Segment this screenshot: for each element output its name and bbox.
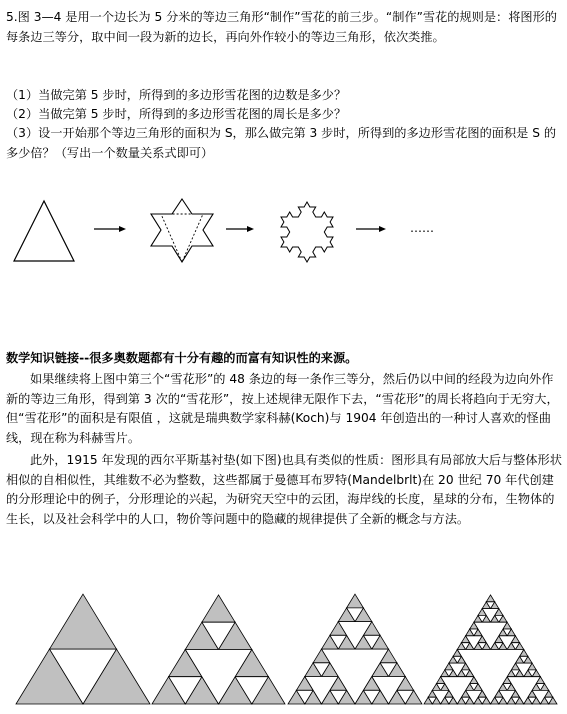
knowledge-paragraph-1: 如果继续将上图中第三个“雪花形”的 48 条边的每一条作三等分，然后仍以中间的经段为边向外作新的等边三角形，得到第 3 次的“雪花形”，按上述规律无限作下去，“雪花形”的周长将趋向于无穷大，但“雪花形”的面积是有限值 ，这就是瑞典数学家科赫(Koch)与 1904 年创造出的一种讨人喜欢的怪曲线，现在称为科赫雪片。 — [6, 372, 559, 445]
question-1: （1）当做完第 5 步时，所得到的多边形雪花图的边数是多少？ — [6, 88, 347, 102]
knowledge-heading: 数学知识链接--很多奥数题都有十分有趣的而富有知识性的来源。 — [6, 351, 358, 365]
continuation-ellipsis: …… — [410, 221, 434, 235]
question-3: （3）设一开始那个等边三角形的面积为 S，那么做完第 3 步时，所得到的多边形雪花图的面积是 S 的多少倍？（写出一个数量关系式即可） — [6, 126, 557, 160]
knowledge-paragraph-2: 此外，1915 年发现的西尔平斯基衬垫(如下图)也具有类似的性质：图形具有局部放大后与整体形状相似的自相似性，其维数不必为整数，这些都属于曼德耳布罗特(Mandelbrlt)在 20 世纪 70 年代创建的分形理论中的例子，分形理论的兴起，为研究天空中的云团，海岸线的长度，星球的分布，生物体的生长，以及社会科学中的人口，物价等问题中的隐藏的规律提供了全新的概念与方法。 — [6, 453, 562, 526]
question-2: （2）当做完第 5 步时，所得到的多边形雪花图的周长是多少？ — [6, 107, 347, 121]
problem-intro: 5.图 3—4 是用一个边长为 5 分米的等边三角形“制作”雪花的前三步。“制作”雪花的规则是：将图形的每条边三等分，取中间一段为新的边长，再向外作较小的等边三角形，依次类推。 — [6, 10, 557, 44]
